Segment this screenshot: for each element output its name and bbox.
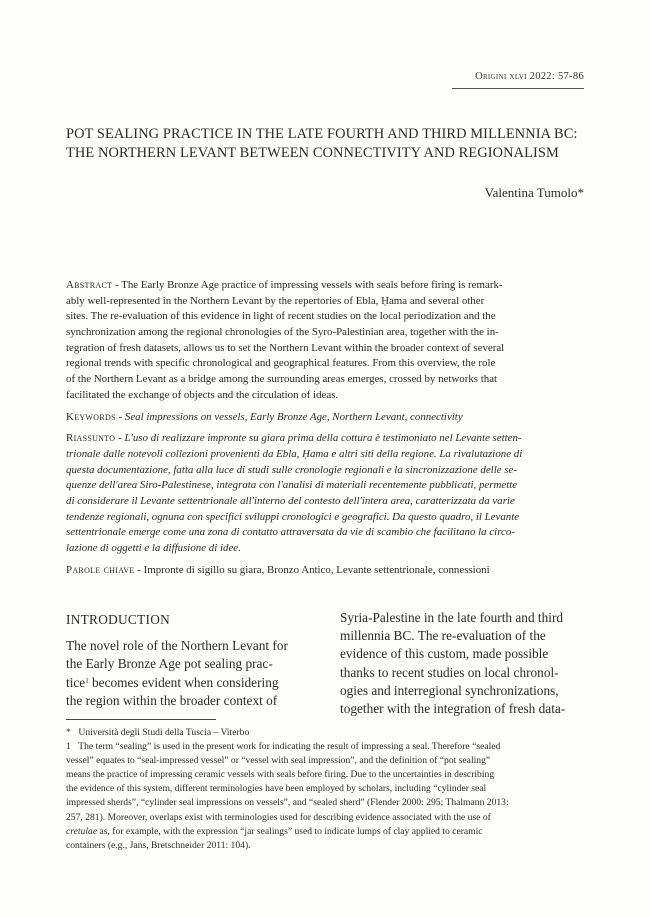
running-head: Origini xlvi 2022: 57-86 <box>475 71 584 82</box>
footnote-ref-1[interactable]: 1 <box>85 676 89 685</box>
body-line: the region within the broader context of <box>66 692 278 708</box>
footnote-1-line: containers (e.g., Jans, Bretschneider 2011: 104). <box>66 839 251 851</box>
title-line-1: POT SEALING PRACTICE IN THE LATE FOURTH AND THIRD MILLENNIA BC: <box>66 126 578 142</box>
riassunto-line: quenze dell'area Siro-Palestinese, integrata con l'analisi di materiali recentemente pubblicati, permette <box>66 479 518 492</box>
footnote-rule <box>66 719 216 720</box>
keywords-text: Seal impressions on vessels, Early Bronze Age, Northern Levant, connectivity <box>124 410 463 423</box>
body-line: tice$^1$ becomes evident when considering <box>66 674 279 690</box>
riassunto-line: lazione di oggetti e la diffusione di idee. <box>66 542 241 554</box>
abstract-line: facilitated the exchange of objects and the circulation of ideas. <box>66 388 339 401</box>
body-column-right <box>340 609 584 718</box>
body-line: together with the integration of fresh data- <box>340 700 566 716</box>
footnote-1-line: means the practice of impressing ceramic vessels with seals before firing. Due to the uncertainties in describing <box>66 769 495 781</box>
body-line: millennia BC. The re-evaluation of the <box>340 628 546 644</box>
riassunto-label: Riassunto <box>66 432 116 445</box>
riassunto-line: Riassunto - L'uso di realizzare impronte su giara prima della cottura è testimoniato nel Levante setten- <box>66 432 522 445</box>
affiliation-note: * Università degli Studi della Tuscia – Viterbo <box>66 727 250 738</box>
parole-chiave-text: Impronte di sigillo su giara, Bronzo Antico, Levante settentrionale, connessioni <box>143 563 490 576</box>
footnote-1-line: the evidence of this system, different terminologies have been employed by scholars, including “cylinder seal <box>66 783 487 795</box>
abstract-label: Abstract <box>66 279 113 291</box>
body-column-left <box>66 611 310 710</box>
title-line-2: THE NORTHERN LEVANT BETWEEN CONNECTIVITY AND REGIONALISM <box>66 145 559 161</box>
footnotes <box>66 726 584 853</box>
running-head-rule <box>452 88 584 89</box>
abstract-line: sites. The re-evaluation of this evidence in light of recent studies on the local periodization and the <box>66 310 496 323</box>
riassunto-line: questa documentazione, fatta alla luce di studi sulle cronologie regionali e la sincronizzazione delle se- <box>66 463 517 476</box>
footnote-1-line: cretulae as, for example, with the expression “jar sealings” used to indicate lumps of clay applied to ceramic <box>66 825 483 837</box>
abstract-line: regional trends with specific chronological and geographical features. From this overview, the role <box>66 357 496 370</box>
abstract-section <box>66 278 584 578</box>
footnote-1-line: 257, 281). Moreover, overlaps exist with terminologies used for describing evidence associated with the use of <box>66 811 491 823</box>
body-line: thanks to recent studies on local chronol- <box>340 664 559 680</box>
abstract-line: synchronization among the regional chronologies of the Syro-Palestinian area, together with the in- <box>66 326 499 339</box>
body-line: the Early Bronze Age pot sealing prac- <box>66 656 273 672</box>
article-title <box>66 125 586 163</box>
abstract-line: ably well-represented in the Northern Levant by the repertories of Ebla, Ḥama and several other <box>66 294 485 307</box>
keywords-line: Keywords - Seal impressions on vessels, Early Bronze Age, Northern Levant, connectivity <box>66 410 463 423</box>
body-line: The novel role of the Northern Levant for <box>66 638 288 654</box>
keywords-label: Keywords <box>66 410 116 423</box>
footnote-1-line: 1 The term “sealing” is used in the present work for indicating the result of impressing a seal. Therefore “sealed <box>66 741 501 753</box>
footnote-1-line: vessel” equates to “seal-impressed vessel” or “vessel with seal impression”, and the definition of “pot sealing” <box>66 755 491 767</box>
abstract-line: tegration of fresh datasets, allows us to set the Northern Levant within the broader context of several <box>66 341 505 354</box>
riassunto-line: tendenze regionali, ognuna con specifici sviluppi cronologici e geografici. Da questo quadro, il Levante <box>66 510 520 523</box>
body-line: ogies and interregional synchronizations, <box>340 682 559 698</box>
abstract-line: Abstract - The Early Bronze Age practice of impressing vessels with seals before firing is remark- <box>66 279 503 291</box>
author-name: Valentina Tumolo* <box>484 185 584 200</box>
abstract-line: of the Northern Levant as a bridge among the surrounding areas emerges, crossed by networks that <box>66 373 498 386</box>
riassunto-line: trionale dalle notevoli collezioni provenienti da Ebla, Ḥama e altri siti della regione. La rivalutazione di <box>66 447 523 460</box>
riassunto-line: di considerare il Levante settentrionale all'interno del contesto dell'intera area, caratterizzata da varie <box>66 494 515 507</box>
parole-chiave-line: Parole chiave - Impronte di sigillo su giara, Bronzo Antico, Levante settentrionale, connessioni <box>66 563 490 576</box>
footnote-1-line: impressed sherds”, “cylinder seal impressions on vessels”, and “sealed sherd” (Flender 2000: 295; Thalmann 2013: <box>66 797 509 809</box>
body-line: Syria-Palestine in the late fourth and third <box>340 610 564 625</box>
body-line: evidence of this custom, made possible <box>340 646 549 662</box>
riassunto-line: settentrionale emerge come una zona di contatto attraversata da vie di scambio che facilitano la circo- <box>66 526 515 539</box>
parole-chiave-label: Parole chiave <box>66 563 135 576</box>
section-heading-introduction: INTRODUCTION <box>66 612 171 627</box>
